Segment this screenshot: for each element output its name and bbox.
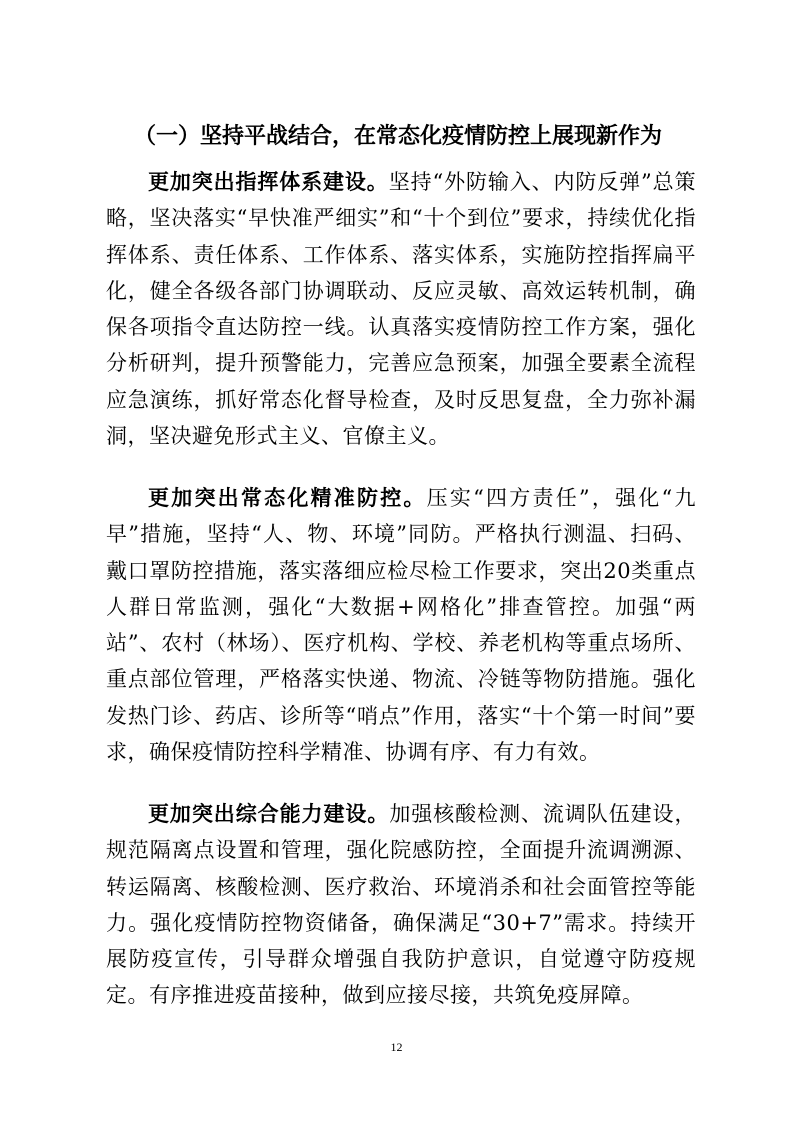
paragraph-command-system (106, 164, 696, 454)
paragraph-lead: 更加突出常态化精准防控。 (148, 485, 427, 510)
paragraph-precise-prevention (106, 480, 696, 770)
paragraph-lead: 更加突出指挥体系建设。 (148, 169, 389, 194)
section-heading: （一）坚持平战结合，在常态化疫情防控上展现新作为 (134, 123, 663, 149)
page-number: 12 (390, 1040, 403, 1054)
paragraph-capacity-building (106, 796, 696, 1014)
paragraph-body: 加强核酸检测、流调队伍建设，规范隔离点设置和管理，强化院感防控，全面提升流调溯源、转运隔离、核酸检测、医疗救治、环境消杀和社会面管控等能力。强化疫情防控物资储备，确保满足“30+7”需求。持续开展防疫宣传，引导群众增强自我防护意识，自觉遵守防疫规定。有序推进疫苗接种，做到应接尽接，共筑免疫屏障。 (106, 802, 696, 1008)
paragraph-body: 坚持“外防输入、内防反弹”总策略，坚决落实“早快准严细实”和“十个到位”要求，持续优化指挥体系、责任体系、工作体系、落实体系，实施防控指挥扁平化，健全各级各部门协调联动、反应灵敏、高效运转机制，确保各项指令直达防控一线。认真落实疫情防控工作方案，强化分析研判，提升预警能力，完善应急预案，加强全要素全流程应急演练，抓好常态化督导检查，及时反思复盘，全力弥补漏洞，坚决避免形式主义、官僚主义。 (106, 170, 696, 449)
paragraph-body: 压实“四方责任”，强化“九早”措施，坚持“人、物、环境”同防。严格执行测温、扫码、戴口罩防控措施，落实落细应检尽检工作要求，突出20类重点人群日常监测，强化“大数据+网格化”排查管控。加强“两站”、农村（林场）、医疗机构、学校、养老机构等重点场所、重点部位管理，严格落实快递、物流、冷链等物防措施。强化发热门诊、药店、诊所等“哨点”作用，落实“十个第一时间”要求，确保疫情防控科学精准、协调有序、有力有效。 (106, 486, 696, 765)
paragraph-lead: 更加突出综合能力建设。 (148, 801, 390, 826)
